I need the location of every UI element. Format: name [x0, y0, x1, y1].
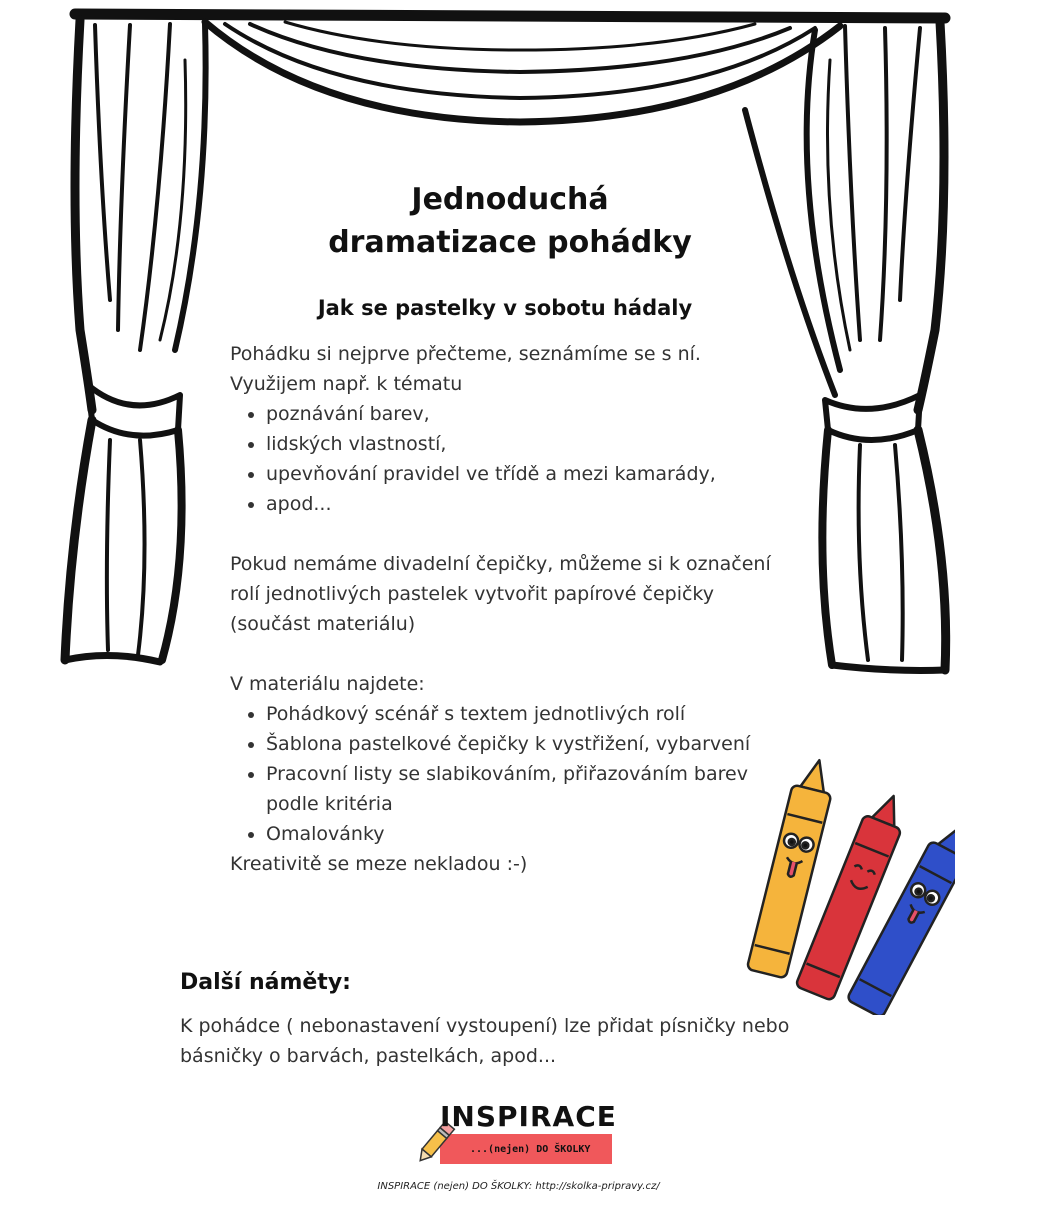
list-item: • poznávání barev, [266, 399, 830, 429]
footer-link[interactable]: http://skolka-pripravy.cz/ [535, 1181, 660, 1192]
materials-list [230, 699, 776, 849]
inspirace-logo [410, 1100, 620, 1170]
caps-paragraph: Pokud nemáme divadelní čepičky, můžeme si k označení rolí jednotlivých pastelek vytvořit papírové čepičky (součást materiálu) [230, 553, 771, 635]
story-subtitle: Jak se pastelky v sobotu hádaly [317, 296, 693, 320]
logo-wordmark: INSPIRACE [440, 1100, 617, 1133]
intro-line-2: Využijem např. k tématu [230, 373, 463, 395]
list-item: • Pracovní listy se slabikováním, přiřazováním barev podle kritéria [266, 759, 776, 819]
materials-heading: V materiálu najdete: [230, 673, 425, 695]
list-item: • upevňování pravidel ve třídě a mezi kamarády, [266, 459, 830, 489]
footer-label: INSPIRACE (nejen) DO ŠKOLKY: [377, 1181, 533, 1192]
list-item: • Omalovánky [266, 819, 776, 849]
more-ideas-heading: Další náměty: [180, 970, 351, 995]
list-item: • lidských vlastností, [266, 429, 830, 459]
title-line-1: Jednoduchá [411, 182, 609, 217]
logo-tagline: ...(nejen) DO ŠKOLKY [470, 1144, 591, 1155]
list-item: • Šablona pastelkové čepičky k vystřižení, vybarvení [266, 729, 776, 759]
closing-line: Kreativitě se meze nekladou :-) [230, 853, 528, 875]
list-item: • Pohádkový scénář s textem jednotlivých rolí [266, 699, 776, 729]
crayons-illustration [735, 745, 955, 1015]
footer [0, 1181, 1037, 1192]
list-item: • apod... [266, 489, 830, 519]
page-title [300, 178, 720, 264]
intro-line-1: Pohádku si nejprve přečteme, seznámíme se s ní. [230, 343, 701, 365]
topics-list [230, 399, 830, 519]
more-ideas-text: K pohádce ( nebonastavení vystoupení) lze přidat písničky nebo básničky o barvách, pastelkách, apod... [180, 1015, 790, 1067]
title-line-2: dramatizace pohádky [328, 225, 692, 260]
